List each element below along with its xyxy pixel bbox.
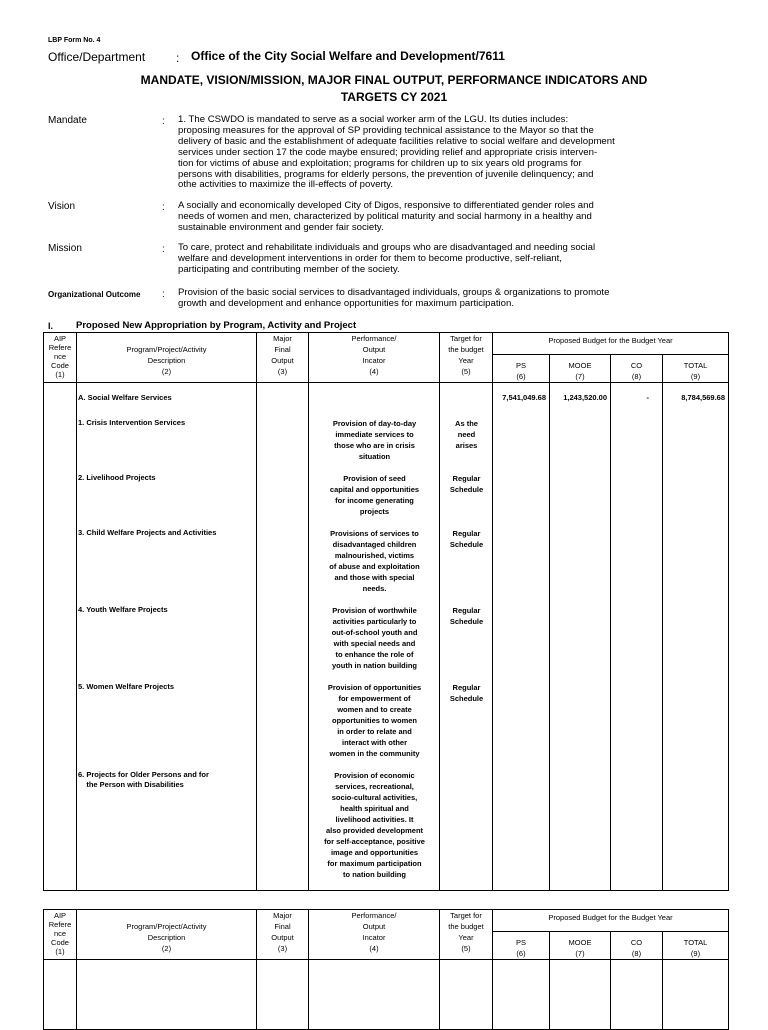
text-line: CO: [630, 938, 643, 947]
text-line: (7): [575, 949, 585, 958]
text-line: CO: [630, 361, 643, 370]
mandate-colon: :: [162, 116, 165, 127]
text-line: Schedule: [449, 485, 484, 494]
ps-value: 7,541,049.68: [502, 393, 546, 402]
mandate-label: Mandate: [48, 115, 87, 126]
text-line: To care, protect and rehabilitate individuals and groups who are disadvantaged and needing social: [178, 242, 596, 253]
text-line: (5): [461, 367, 471, 376]
text-line: (1): [55, 947, 65, 956]
vision-label: Vision: [48, 201, 76, 212]
text-line: (2): [161, 944, 172, 953]
text-line: the Person with Disabilities: [78, 780, 184, 789]
text-line: MOOE: [568, 361, 592, 370]
cont-total-header: [663, 932, 729, 960]
budget-header: Proposed Budget for the Budget Year: [493, 333, 729, 355]
text-line: also provided development: [325, 826, 424, 835]
text-line: AIP: [53, 334, 67, 343]
title-line-1: MANDATE, VISION/MISSION, MAJOR FINAL OUTPUT, PERFORMANCE INDICATORS AND: [140, 73, 648, 87]
text-line: (4): [369, 944, 379, 953]
text-line: (3): [277, 944, 288, 953]
program-row-4: [78, 605, 168, 615]
text-line: (3): [277, 367, 288, 376]
text-line: to enhance the role of: [335, 650, 414, 659]
text-line: Output: [362, 345, 386, 354]
text-line: Performance/: [351, 334, 397, 343]
ps-header: [493, 355, 550, 383]
text-line: (6): [516, 949, 526, 958]
text-line: the budget: [448, 922, 484, 931]
cont-performance-header: [309, 910, 440, 960]
mooe-value: 1,243,520.00: [563, 393, 607, 402]
text-line: TOTAL: [683, 361, 708, 370]
text-line: Provision of worthwhile: [332, 606, 417, 615]
cont-program-header: [77, 910, 257, 960]
office-value: Office of the City Social Welfare and Development/7611: [191, 49, 505, 63]
text-line: persons with disabilities, programs for elderly persons, the prevention of juvenile delinquency; and: [178, 168, 594, 180]
mfo-cell: [257, 383, 309, 891]
cont-ps-header: [493, 932, 550, 960]
cont-body-row: [44, 960, 729, 1030]
text-line: (9): [690, 372, 701, 381]
text-line: out-of-school youth and: [331, 628, 418, 637]
text-line: Major: [273, 334, 292, 343]
section-number: I.: [48, 321, 54, 331]
text-line: Target for: [450, 334, 482, 343]
text-line: Code: [51, 938, 69, 947]
text-line: women in the community: [329, 749, 420, 758]
text-line: Description: [147, 933, 186, 942]
performance-header: [309, 333, 440, 383]
total-value: 8,784,569.68: [681, 393, 726, 402]
text-line: Code: [51, 361, 69, 370]
text-line: (8): [631, 949, 642, 958]
text-line: those who are in crisis: [334, 441, 415, 450]
text-line: Year: [458, 356, 474, 365]
text-line: (6): [516, 372, 526, 381]
page-title: [60, 72, 728, 106]
text-line: MOOE: [568, 938, 592, 947]
program-row-3: [78, 528, 216, 538]
text-line: Target for: [450, 911, 482, 920]
mfo-header: [257, 333, 309, 383]
text-line: Regular: [452, 474, 481, 483]
text-line: tion for victims of abuse and exploitation; programs for children up to six years old programs for: [178, 157, 582, 169]
cont-mooe-header: [550, 932, 611, 960]
text-line: for maximum participation: [327, 859, 422, 868]
mission-label: Mission: [48, 243, 82, 254]
text-line: A socially and economically developed City of Digos, responsive to differentiated gender roles and: [178, 200, 594, 211]
program-row-1: [78, 418, 185, 428]
form-number: LBP Form No. 4: [48, 37, 101, 44]
text-line: Schedule: [449, 694, 484, 703]
target-row-1: [440, 418, 493, 451]
cont-budget-header: Proposed Budget for the Budget Year: [493, 910, 729, 932]
performance-row-1: [309, 418, 440, 462]
target-row-5: [440, 682, 493, 704]
text-line: Program/Project/Activity: [126, 922, 207, 931]
text-line: of abuse and exploitation: [329, 562, 420, 571]
performance-row-6: [309, 770, 440, 880]
text-line: Provision of seed: [343, 474, 406, 483]
continuation-table: [43, 909, 729, 1030]
org-outcome-text: [178, 288, 686, 310]
mission-colon: :: [162, 244, 165, 255]
performance-cell: [309, 383, 440, 891]
text-line: the budget: [448, 345, 484, 354]
office-colon: :: [176, 51, 180, 65]
text-line: Provision of day-to-day: [332, 419, 417, 428]
text-line: 2. Livelihood Projects: [78, 473, 156, 482]
text-line: Performance/: [351, 911, 397, 920]
cont-co-header: [611, 932, 663, 960]
text-line: Regular: [452, 529, 481, 538]
vision-colon: :: [162, 202, 165, 213]
text-line: Provision of opportunities: [327, 683, 422, 692]
target-cell: [440, 383, 493, 891]
text-line: 1. The CSWDO is mandated to serve as a social worker arm of the LGU. Its duties includes:: [178, 114, 569, 125]
text-line: (4): [369, 367, 379, 376]
text-line: situation: [358, 452, 391, 461]
performance-row-2: [309, 473, 440, 517]
program-header: [77, 333, 257, 383]
text-line: Final: [274, 345, 291, 354]
text-line: services under section 17 the code maybe ensured; providing relief and appropriate crisis interven-: [178, 146, 598, 158]
text-line: disadvantaged children: [332, 540, 417, 549]
text-line: growth and development and enhance opportunities for maximum participation.: [178, 297, 514, 309]
text-line: arises: [455, 441, 478, 450]
text-line: Output: [271, 356, 294, 365]
text-line: Program/Project/Activity: [126, 345, 207, 354]
cont-target-header: [440, 910, 493, 960]
text-line: (7): [575, 372, 585, 381]
text-line: projects: [359, 507, 390, 516]
text-line: Description: [147, 356, 186, 365]
text-line: socio-cultural activities,: [331, 793, 418, 802]
cont-mfo-header: [257, 910, 309, 960]
text-line: 3. Child Welfare Projects and Activities: [78, 528, 217, 537]
cont-header-row-1: [44, 910, 729, 932]
text-line: Incator: [362, 356, 386, 365]
text-line: (8): [631, 372, 642, 381]
text-line: Refere: [48, 920, 72, 929]
text-line: As the: [455, 419, 478, 428]
text-line: 1. Crisis Intervention Services: [78, 418, 186, 427]
text-line: AIP: [53, 911, 67, 920]
text-line: (1): [55, 370, 65, 379]
text-line: welfare and development interventions in order for them to become productive, self-reliant,: [178, 252, 562, 264]
text-line: participating and contributing member of the society.: [178, 263, 400, 275]
ps-cell: [493, 383, 550, 891]
appropriation-table: [43, 332, 729, 891]
mooe-header: [550, 355, 611, 383]
program-row-5: [78, 682, 174, 692]
text-line: for self-acceptance, positive: [324, 837, 425, 846]
cont-aip-header: [44, 910, 77, 960]
org-outcome-colon: :: [162, 289, 165, 300]
table-body-row: [44, 383, 729, 891]
co-value: -: [646, 393, 649, 402]
text-line: with special needs and: [333, 639, 416, 648]
text-line: to nation building: [343, 870, 406, 879]
text-line: youth in nation building: [332, 661, 417, 670]
text-line: Output: [362, 922, 386, 931]
total-cell: [663, 383, 729, 891]
text-line: PS: [515, 938, 526, 947]
text-line: in order to relate and: [337, 727, 412, 736]
performance-row-4: [309, 605, 440, 671]
text-line: (2): [161, 367, 172, 376]
text-line: Regular: [452, 606, 481, 615]
program-row-6: [78, 770, 209, 790]
aip-code-cell: [44, 383, 77, 891]
text-line: malnourished, victims: [334, 551, 415, 560]
text-line: 6. Projects for Older Persons and for: [78, 770, 209, 779]
aip-header: [44, 333, 77, 383]
text-line: Provision of the basic social services to disadvantaged individuals, groups & organizations to promote: [178, 287, 610, 298]
org-outcome-label: Organizational Outcome: [48, 290, 141, 299]
text-line: PS: [515, 361, 526, 370]
text-line: activities particularly to: [332, 617, 417, 626]
target-row-3: [440, 528, 493, 550]
text-line: for income generating: [335, 496, 414, 505]
text-line: Major: [273, 911, 292, 920]
text-line: women and to create: [337, 705, 412, 714]
text-line: need: [457, 430, 476, 439]
text-line: (9): [690, 949, 701, 958]
co-header: [611, 355, 663, 383]
text-line: delivery of basic and the establishment of adequate facilities relative to social welfare and development: [178, 135, 615, 147]
target-row-2: [440, 473, 493, 495]
co-cell: [611, 383, 663, 891]
social-welfare-label: A. Social Welfare Services: [78, 393, 172, 402]
text-line: opportunities to women: [332, 716, 417, 725]
text-line: (5): [461, 944, 471, 953]
text-line: Final: [274, 922, 291, 931]
program-row-2: [78, 473, 156, 483]
header-row-1: [44, 333, 729, 355]
text-line: livelihood activities. It: [335, 815, 414, 824]
text-line: 4. Youth Welfare Projects: [78, 605, 168, 614]
text-line: image and opportunities: [330, 848, 419, 857]
total-header: [663, 355, 729, 383]
text-line: Schedule: [449, 617, 484, 626]
text-line: capital and opportunities: [329, 485, 420, 494]
text-line: needs of women and men, characterized by political maturity and social harmony in a healthy and: [178, 210, 592, 222]
performance-row-5: [309, 682, 440, 759]
mission-text: [178, 243, 686, 276]
text-line: Provisions of services to: [330, 529, 419, 538]
text-line: TOTAL: [683, 938, 708, 947]
text-line: Year: [458, 933, 474, 942]
text-line: nce: [53, 929, 67, 938]
text-line: immediate services to: [335, 430, 414, 439]
vision-text: [178, 201, 686, 234]
text-line: services, recreational,: [335, 782, 414, 791]
text-line: Output: [271, 933, 294, 942]
section-title: Proposed New Appropriation by Program, Activity and Project: [76, 320, 357, 331]
office-label: Office/Department: [48, 50, 146, 64]
text-line: Schedule: [449, 540, 484, 549]
program-cell: [77, 383, 257, 891]
text-line: othe activities to maximize the ill-effects of poverty.: [178, 179, 394, 191]
text-line: sustainable environment and gender fair society.: [178, 221, 384, 233]
mandate-text: [178, 115, 686, 191]
text-line: proposing measures for the approval of SP providing technical assistance to the Mayor so that the: [178, 124, 594, 136]
text-line: Incator: [362, 933, 386, 942]
target-row-4: [440, 605, 493, 627]
mooe-cell: [550, 383, 611, 891]
text-line: 5. Women Welfare Projects: [78, 682, 175, 691]
performance-row-3: [309, 528, 440, 594]
text-line: Refere: [48, 343, 72, 352]
target-header: [440, 333, 493, 383]
text-line: and those with special: [334, 573, 415, 582]
text-line: health spiritual and: [340, 804, 409, 813]
text-line: Provision of economic: [334, 771, 415, 780]
text-line: interact with other: [341, 738, 407, 747]
text-line: needs.: [362, 584, 387, 593]
title-line-2: TARGETS CY 2021: [340, 90, 448, 104]
text-line: for empowerment of: [338, 694, 411, 703]
text-line: nce: [53, 352, 67, 361]
text-line: Regular: [452, 683, 481, 692]
